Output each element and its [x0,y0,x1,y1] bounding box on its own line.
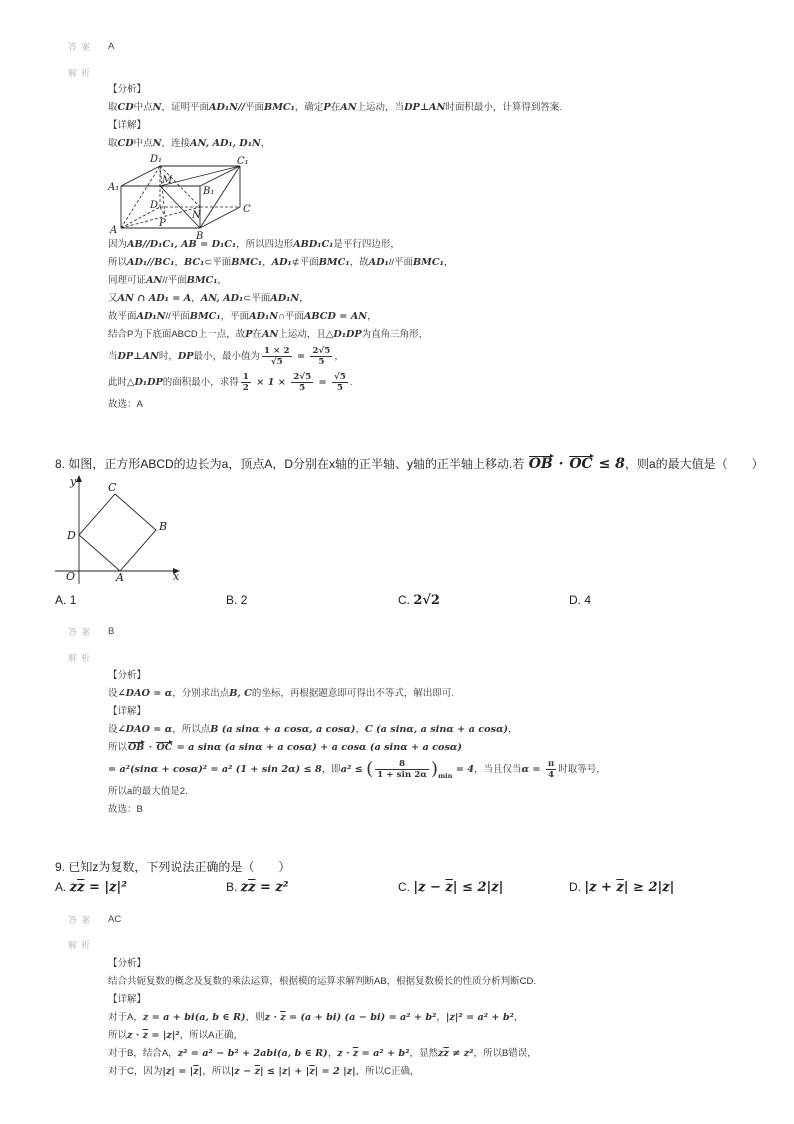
conjugate: $\overline{z}$ [142,1030,149,1041]
text-run: 对于C，因为 [108,1066,163,1077]
text-run: ∩平面 [278,311,304,322]
vector: OC [156,742,173,753]
text-run: ，显然 [409,1048,438,1059]
solution-line [108,721,606,739]
fraction-denominator: 1 + sin 2α [377,769,428,780]
option-label: C. [398,880,410,894]
math-expression: CD [117,102,134,113]
edge-solid [200,207,240,228]
y-axis-arrow-icon [76,475,82,482]
option-b[interactable] [226,591,247,609]
text-run: ，所以四边形 [236,239,294,250]
solution-line [108,326,453,344]
square-on-axes-figure [50,472,185,587]
text-run: 所以 [108,1030,128,1041]
math-expression: N [152,102,162,113]
solution-line [108,991,537,1009]
fraction [310,346,332,367]
text-run: ，即 [321,764,341,775]
option-value [584,880,674,894]
text-run: 故选：B [108,804,143,815]
math-expression: BMC₁ [231,257,263,268]
fraction [546,759,556,780]
edge-dashed [121,166,160,228]
text-run: 时取等号， [558,764,606,775]
solution-line [108,254,453,272]
solution-line [108,1027,537,1045]
fraction-denominator: 5 [318,356,325,367]
conjugate: $\overline{z}$ [193,1066,199,1077]
text-run: 设 [108,688,118,699]
text-run: 为直角三角形， [361,329,429,340]
math-expression: |z − [230,1066,255,1077]
text-run: 所以 [108,257,128,268]
option-value: 1 [69,593,77,607]
option-a[interactable] [55,878,127,896]
math-expression: z = a + bi(a, b ∈ R) [142,1012,246,1023]
math-expression: z [69,880,78,895]
text-run: ，分别求出点 [172,688,230,699]
large-parenthesis: ( [366,758,374,780]
math-expression: | = 2 |z| [314,1066,356,1077]
option-c[interactable] [398,591,440,609]
vertex-label-b: B [159,520,168,533]
solution-line [108,344,453,370]
conjugate: $\overline{z}$ [309,1066,315,1077]
math-expression: P [245,329,253,340]
math-expression: |z| = | [162,1066,194,1077]
answer-label: 答案 [68,627,95,637]
math-expression: N [152,138,162,149]
math-expression: · [553,456,569,472]
text-run: 【分析】 [108,84,147,95]
text-run: ，所以B错误， [473,1048,537,1059]
vertex-label-c: C [243,204,251,215]
math-expression: AN [146,275,163,286]
solution-line [108,396,453,414]
math-expression: BMC₁ [264,102,295,113]
math-expression: | ≥ 2|z| [623,880,675,895]
fraction-denominator: 5 [299,382,306,393]
analysis-label: 解析 [68,68,95,78]
text-run: ，所以点 [172,724,211,735]
text-run: ，所以C正确， [355,1066,420,1077]
math-expression: = a²(sinα + cosα)² = a² (1 + sin 2α) ≤ 8 [108,764,322,775]
answer-value: AC [108,914,122,925]
text-run: 此时 [108,377,128,388]
math-expression: = |z|² [148,1030,180,1041]
option-d[interactable] [569,878,674,896]
option-value [241,880,289,894]
cuboid-figure [100,148,260,244]
text-run: ，则 [245,1012,265,1023]
answer-label: 答案 [68,42,95,52]
math-expression: AN [262,329,279,340]
text-run: 【详解】 [108,994,147,1005]
math-expression: = (a + bi) (a − bi) = a² + b² [285,1012,437,1023]
math-expression: ∠DAO = α [117,724,173,735]
math-expression: AD₁N [208,102,238,113]
solution-line [108,272,453,290]
conjugate: $\overline{z}$ [443,1048,449,1059]
text-run: 又 [108,293,118,304]
math-expression: |z|² = a² + b² [445,1012,514,1023]
math-expression: = z² [255,880,289,895]
axis-label-y: y [70,475,77,488]
conjugate: $\overline{z}$ [248,880,256,895]
square-abcd [79,494,156,571]
math-expression: AN, AD₁, D₁N [189,138,261,149]
solution-line [108,370,453,396]
math-expression: AN ∩ AD₁ = A [117,293,192,304]
text-run: //平面 [388,257,413,268]
vector: OB [128,742,145,753]
math-expression: | [198,1066,203,1077]
text-run: ，平面 [220,311,250,322]
math-expression: AD₁N [249,311,279,322]
math-expression: ∠DAO = α [117,688,173,699]
solution-line [108,236,453,254]
math-expression: z [437,1048,444,1059]
math-expression: AB//D₁C₁, AB = D₁C₁ [127,239,237,250]
text-run: 结合P为下底面ABCD上一点，故 [108,329,246,340]
text-run: ，故 [349,257,369,268]
conjugate: $\overline{z}$ [77,880,85,895]
vertex-label-p: P [159,218,166,229]
math-expression: AD₁N [270,293,300,304]
math-expression: ≤ 8 [593,456,625,472]
analysis-label: 解析 [68,653,95,663]
math-expression: ABCD = AN [303,311,368,322]
text-run: ，确定 [294,102,324,113]
math-expression: AN [340,102,357,113]
math-expression: DP [177,351,194,362]
conjugate: $\overline{z}$ [280,1012,286,1023]
option-label: B. [226,593,238,607]
vertex-label-a1: A₁ [108,182,120,193]
vertex-label-d: D [67,529,76,542]
math-expression: = a² + b² [358,1048,410,1059]
math-expression: P [323,102,331,113]
fraction-numerator: 1 × 2 [264,345,290,356]
text-run: ， [191,293,201,304]
vertex-label-c: C [108,481,117,494]
text-run: ，当且仅当 [474,764,522,775]
fraction-numerator: 1 [242,371,249,382]
option-b[interactable] [226,878,289,896]
answer-value: A [108,41,115,52]
text-run: //平面 [165,311,190,322]
text-run: 取 [108,138,118,149]
fraction [262,346,292,367]
fraction [332,372,348,393]
text-run: 的坐标，再根据题意即可得出不等式，解出即可. [251,688,454,699]
vertex-label-d1: D₁ [150,154,163,165]
math-expression: BC₁ [184,257,205,268]
solution-line [108,757,606,783]
text-run: //平面 [162,275,187,286]
solution-line [108,308,453,326]
text-run: 同理可证 [108,275,147,286]
text-run: 最小，最小值为 [193,351,261,362]
vertex-label-n: N [192,210,201,221]
math-expression: BMC₁ [189,311,221,322]
text-run: 对于B，结合A， [108,1048,178,1059]
option-value: 4 [584,593,592,607]
solution-line [108,973,537,991]
option-label: A. [55,593,67,607]
solution-line [108,739,606,757]
math-expression: = a sinα (a sinα + a cosα) + a cosα (a sinα + a cosα) [173,742,462,753]
text-run: ⊂平面 [204,257,232,268]
option-value [70,880,127,894]
math-expression: = [315,377,331,388]
fraction-denominator: 5 [336,382,343,393]
math-expression: z · [337,1048,353,1059]
text-run: ，所以 [202,1066,231,1077]
text-run: ， [260,138,271,149]
conjugate: $\overline{z}$ [616,880,624,895]
math-expression: CD [117,138,134,149]
edge-dashed [160,166,200,207]
solution-line [108,99,562,117]
text-run: 取 [108,102,118,113]
text-run: 平面 [245,102,265,113]
math-expression: z · [127,1030,143,1041]
option-label: D. [569,880,581,894]
option-label: A. [55,880,67,894]
math-expression: z² = a² − b² + 2abi(a, b ∈ R) [177,1048,328,1059]
option-label: B. [226,880,238,894]
text-run: 所以 [108,742,128,753]
option-label: C. [398,593,410,607]
solution-line [108,801,606,819]
text-run: 在 [252,329,263,340]
math-expression: a² ≤ [340,764,367,775]
text-run: 时面积最小，计算得到答案. [445,102,562,113]
math-expression: AD₁ [368,257,389,268]
solution-line [108,667,606,685]
axis-label-x: x [173,570,180,583]
text-run: ， [217,275,227,286]
text-run: 结合共轭复数的概念及复数的乘法运算，根据模的运算求解判断AB，根据复数模长的性质分析判断CD. [108,976,537,987]
math-expression: DP⊥AN [404,102,446,113]
math-expression: = |z|² [84,880,127,895]
fraction-numerator: 2√5 [312,345,331,356]
question-9-stem [55,858,290,876]
fraction-numerator: 8 [375,759,429,770]
vertex-label-b1: B₁ [203,186,215,197]
text-run: 当 [108,351,118,362]
solution-block [108,667,606,819]
text-run: ， [262,257,272,268]
solution-block [108,236,453,414]
text-run: 在 [330,102,341,113]
math-expression: B, C [229,688,252,699]
text-run: 上运动，当 [356,102,405,113]
option-value [413,880,503,894]
math-expression: △D₁DP [127,377,163,388]
text-run: ， [327,1048,338,1059]
math-expression: BMC₁ [186,275,218,286]
text-run: ， [508,724,518,735]
text-run: 中点 [133,138,153,149]
text-run: ， [513,1012,524,1023]
math-expression: AN, AD₁ [200,293,244,304]
solution-line [108,783,606,801]
vertex-label-d: D [150,200,159,211]
fraction-denominator: 2 [242,382,249,393]
vector: OB [528,456,553,472]
text-run: ， [334,351,344,362]
text-run: 对于A， [108,1012,143,1023]
conjugate: $\overline{z}$ [352,1048,359,1059]
option-c[interactable] [398,878,503,896]
math-expression: · [145,742,156,753]
fraction-denominator: 4 [548,769,555,780]
text-run: ， [367,311,377,322]
math-expression: △D₁DP [325,329,362,340]
text-run: ， [299,293,309,304]
math-expression: ABD₁C₁ [293,239,334,250]
math-expression: | ≤ 2|z| [452,880,504,895]
math-expression: AD₁//BC₁ [127,257,175,268]
math-expression: C (a sinα, a sinα + a cosα) [364,724,509,735]
math-expression: = [293,351,309,362]
math-expression: |z − [413,880,446,895]
subscript: min [438,771,453,780]
math-expression: AD₁N [136,311,166,322]
text-run: ，连接 [161,138,190,149]
answer-value: B [108,626,115,637]
solution-block [108,955,537,1081]
text-run: ，则a的最大值是（ ） [624,457,764,471]
fraction [241,372,251,393]
vertex-label-a: A [116,571,124,584]
text-run: ⊂平面 [243,293,271,304]
text-run: 所以a的最大值是2. [108,786,188,797]
analysis-label: 解析 [68,940,95,950]
text-run: 因为 [108,239,128,250]
solution-line [108,955,537,973]
vector: OC [569,456,593,472]
math-expression: DP⊥AN [117,351,159,362]
text-run: 时， [158,351,178,362]
fraction [291,372,313,393]
text-run: ， [443,257,454,268]
text-run: ，所以A正确， [179,1030,243,1041]
option-label: D. [569,593,581,607]
text-run: ， [436,1012,446,1023]
solution-line [108,703,606,721]
math-expression: B (a sinα + a cosα, a cosα) [210,724,356,735]
text-run: 是平行四边形， [333,239,400,250]
fraction-numerator: π [547,758,555,769]
solution-line [108,81,562,99]
math-expression: AD₁ [271,257,292,268]
text-run: 的面积最小，求得 [162,377,239,388]
solution-line [108,117,562,135]
math-expression: | ≤ |z| + | [259,1066,310,1077]
text-run: ，证明平面 [161,102,209,113]
fraction-numerator: √5 [334,371,346,382]
fraction-denominator: √5 [270,356,283,367]
option-a[interactable] [55,591,76,609]
text-run: 上运动，且 [278,329,326,340]
math-expression: = 4 [452,764,475,775]
text-run: 故选：A [108,399,143,410]
text-run: ， [174,257,185,268]
option-d[interactable] [569,591,591,609]
solution-line [108,1063,537,1081]
edge-solid [200,166,240,228]
solution-line [108,290,453,308]
math-expression: α = [521,764,544,775]
math-expression: // [237,102,246,113]
question-8-stem [55,455,764,473]
text-run: 中点 [133,102,153,113]
math-expression: BMC₁ [318,257,350,268]
vertex-label-c1: C₁ [237,156,249,167]
text-run: 【分析】 [108,670,147,681]
conjugate: $\overline{z}$ [254,1066,260,1077]
math-expression: BMC₁ [413,257,444,268]
math-expression: × 1 × [252,377,290,388]
math-expression: |z + [584,880,617,895]
option-value: 2√2 [413,593,440,608]
vertex-label-b: B [196,231,204,242]
text-run: 故平面 [108,311,137,322]
large-parenthesis: ) [431,758,439,780]
fraction-numerator: 2√5 [293,371,312,382]
text-run: 8. 如图，正方形ABCD的边长为a，顶点A，D分别在x轴的正半轴、y轴的正半轴上移动.若 [55,457,528,471]
text-run: . [349,377,353,388]
origin-label: O [66,570,76,583]
solution-line [108,1009,537,1027]
solution-block [108,81,562,153]
option-value: 2 [240,593,248,607]
vertex-label-m: M [162,175,173,186]
text-run: 9. 已知z为复数，下列说法正确的是（ ） [55,860,291,874]
text-run: 设 [108,724,118,735]
math-expression: z [240,880,249,895]
solution-line [108,685,606,703]
text-run: ⊄平面 [291,257,319,268]
fraction [375,759,429,780]
text-run: ， [355,724,365,735]
conjugate: $\overline{z}$ [445,880,453,895]
solution-line [108,1045,537,1063]
math-expression: z · [264,1012,281,1023]
text-run: 【详解】 [108,120,147,131]
answer-label: 答案 [68,915,95,925]
math-expression: ≠ z² [448,1048,474,1059]
text-run: 【分析】 [108,958,147,969]
vertex-label-a: A [110,225,118,236]
text-run: 【详解】 [108,706,147,717]
